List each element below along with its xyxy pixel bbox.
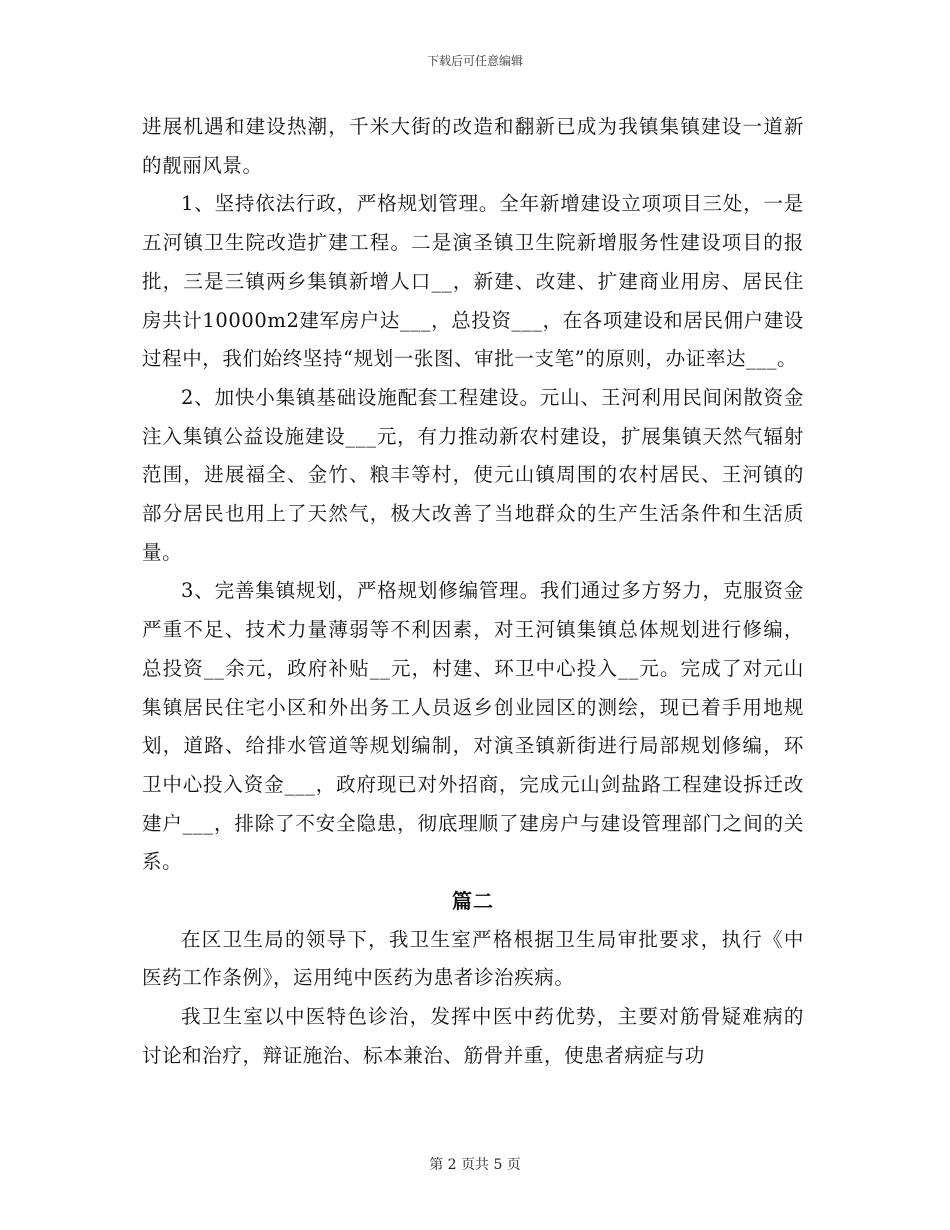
page-header: 下载后可任意编辑 xyxy=(426,54,523,68)
paragraph-continuation: 进展机遇和建设热潮，千米大街的改造和翻新已成为我镇集镇建设一道新的靓丽风景。 xyxy=(142,115,804,177)
page-number: 第 2 页共 5 页 xyxy=(429,1157,521,1173)
paragraph-item-1: 1、坚持依法行政，严格规划管理。全年新增建设立项项目三处，一是五河镇卫生院改造扩建工程。二是演圣镇卫生院新增服务性建设项目的报批，三是三镇两乡集镇新增人口__，新建、改建、扩建商业用房、居民住房共计10000m2建军房户达___，总投资___，在各项建设和居民佣户建设过程中，我们始终坚持“规划一张图、审批一支笔”的原则，办证率达___。 xyxy=(142,192,804,371)
paragraph-item-3: 3、完善集镇规划，严格规划修编管理。我们通过多方努力，克服资金严重不足、技术力量薄弱等不利因素，对王河镇集镇总体规划进行修编，总投资__余元，政府补贴__元，村建、环卫中心投入__元。完成了对元山集镇居民住宅小区和外出务工人员返乡创业园区的测绘，现已着手用地规划，道路、给排水管道等规划编制，对演圣镇新街进行局部规划修编，环卫中心投入资金___，政府现已对外招商，完成元山剑盐路工程建设拆迁改建户___，排除了不安全隐患，彻底理顺了建房户与建设管理部门之间的关系。 xyxy=(142,579,804,874)
paragraph-item-2: 2、加快小集镇基础设施配套工程建设。元山、王河利用民间闲散资金注入集镇公益设施建设___元，有力推动新农村建设，扩展集镇天然气辐射范围，进展福全、金竹、粮丰等村，使元山镇周围的农村居民、王河镇的部分居民也用上了天然气，极大改善了当地群众的生产生活条件和生活质量。 xyxy=(142,385,804,564)
section-paragraph-1: 在区卫生局的领导下，我卫生室严格根据卫生局审批要求，执行《中医药工作条例》，运用纯中医药为患者诊治疾病。 xyxy=(142,927,804,990)
document-body xyxy=(142,108,804,1076)
section-paragraph-2: 我卫生室以中医特色诊治，发挥中医中药优势，主要对筋骨疑难病的讨论和治疗，辩证施治、标本兼治、筋骨并重，使患者病症与功 xyxy=(142,1005,804,1067)
section-heading: 篇二 xyxy=(452,889,494,914)
